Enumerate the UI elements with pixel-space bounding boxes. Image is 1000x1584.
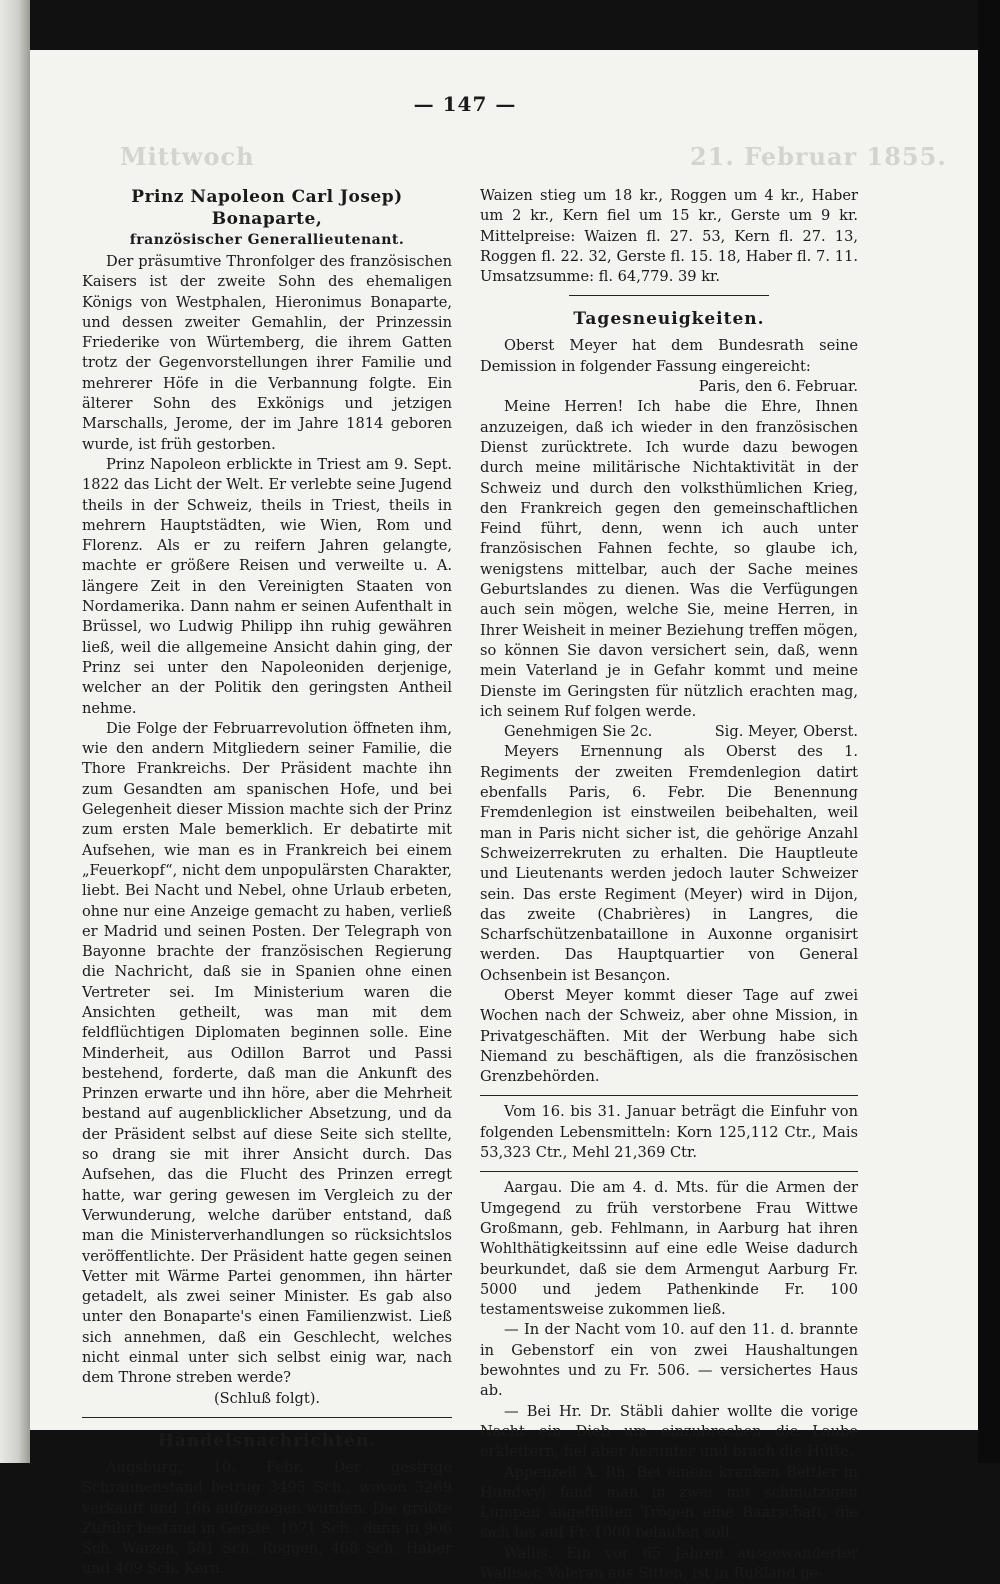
section-divider — [480, 1171, 858, 1172]
page-number: — 147 — — [413, 92, 517, 116]
section-divider — [82, 1417, 452, 1418]
article-paragraph: Der präsumtive Thronfolger des französischen Kaisers ist der zweite Sohn des ehemaligen Königs von Westphalen, Hieronimus Bonaparte, und dessen zweiter Gemahlin, der Prinzessin Friederike von Würtemberg, die ihrem Gatten trotz der Gegenvorstellungen ihrer Familie und mehrerer Höfe in die Verbannung folgte. Ein älterer Sohn des Exkönigs und jetzigen Marschalls, Jerome, der im Jahre 1814 geboren wurde, ist früh gestorben. — [82, 253, 452, 453]
scan-border — [978, 0, 1000, 1463]
left-column — [82, 186, 452, 1580]
section-divider — [569, 295, 769, 296]
canton-paragraph: Appenzell A. Rh. Bei einem kranken Bettler in Hundwyl fand man in zwei mit schmutzigen Lumpen angefüllten Trögen eine Baarschaft, die sich bis auf Fr. 1000 belaufen soll. — [480, 1463, 858, 1542]
ghost-header-right: 21. Februar 1855. — [690, 142, 947, 171]
right-column — [480, 186, 858, 1584]
letter-dateline: Paris, den 6. Februar. — [698, 378, 858, 396]
letter-body: Meine Herren! Ich habe die Ehre, Ihnen anzuzeigen, daß ich wieder in den französischen Dienst zurücktrete. Ich wurde dazu bewogen durch meine militärische Nichtaktivität in der Schweiz und durch den volksthümlichen Krieg, den Frankreich gegen den gemeinschaftlichen Feind führt, denn, wenn ich auch unter französischen Fahnen fechte, so glaube ich, wenigstens mittelbar, auch der Sache meines Geburtslandes zu dienen. Was die Verfügungen auch sein mögen, welche Sie, meine Herren, in Ihrer Weisheit in meiner Beziehung treffen mögen, so können Sie davon versichert sein, daß, wenn mein Vaterland je in Gefahr kommt und meine Dienste im Geringsten für nützlich erachten mag, ich seinem Ruf folgen werde. — [480, 398, 858, 720]
ghost-header-left: Mittwoch — [120, 142, 255, 171]
signoff-signature: Sig. Meyer, Oberst. — [714, 723, 858, 741]
canton-paragraph: — Bei Hr. Dr. Stäbli dahier wollte die vorige Nacht ein Dieb um einzubrechen die Laube erklettern, fiel aber herunter und brach die Hüfte. — [480, 1402, 858, 1461]
news-paragraph: Meyers Ernennung als Oberst des 1. Regiments der zweiten Fremdenlegion datirt ebenfalls Paris, 6. Febr. Die Benennung Fremdenlegion ist einstweilen beibehalten, weil man in Paris nicht sicher ist, die gehörige Anzahl Schweizerrekruten zu erhalten. Die Hauptleute und Lieutenants werden jedoch lauter Schweizer sein. Das erste Regiment (Meyer) wird in Dijon, das zweite (Chabrières) in Langres, die Scharfschützenbataillone in Auxonne organisirt werden. Das Hauptquartier von General Ochsenbein ist Besançon. — [480, 743, 858, 984]
trade-paragraph: Augsburg, 10. Febr. Der gestrige Schrannenstand betrug 3495 Sch., wovon 3269 verkauft und 166 aufgezogen wurden. Die größte Zufuhr bestand in Gerste, 1071 Sch., dann in 906 Sch. Waizen, 581 Sch. Roggen, 468 Sch. Haber und 409 Sch. Kern. — [82, 1458, 452, 1578]
section-divider — [480, 1095, 858, 1096]
canton-paragraph: — In der Nacht vom 10. auf den 11. d. brannte in Gebenstorf ein von zwei Haushaltungen bewohntes und zu Fr. 506. — versichertes Haus ab. — [480, 1321, 858, 1400]
article-title: Prinz Napoleon Carl Josep) Bonaparte, — [131, 187, 403, 229]
book-gutter — [0, 0, 30, 1463]
article-paragraph: Die Folge der Februarrevolution öffneten ihm, wie den andern Mitgliedern seiner Familie, die Thore Frankreichs. Der Präsident machte ihn zum Gesandten am spanischen Hofe, und bei Gelegenheit dieser Mission machte sich der Prinz zum ersten Male bemerklich. Er debatirte mit Aufsehen, wie man es in Frankreich bei einem „Feuerkopf“, nicht dem unpopulärsten Charakter, liebt. Bei Nacht und Nebel, ohne Urlaub erbeten, ohne nur eine Anzeige gemacht zu haben, verließ er Madrid und seinen Posten. Der Telegraph von Bayonne brachte der französischen Regierung die Nachricht, daß sie in Spanien ohne einen Vertreter sei. Im Ministerium waren die Ansichten getheilt, was man mit dem feldflüchtigen Diplomaten beginnen solle. Eine Minderheit, aus Odillon Barrot und Passi bestehend, forderte, daß man die Ankunft des Prinzen erwarte und ihn höre, aber die Mehrheit bestand auf augenblicklicher Absetzung, und da der Präsident selbst auf diese Seite sich stellte, so drang sie mit ihrer Ansicht durch. Das Aufsehen, das die Flucht des Prinzen erregt hatte, war gering gewesen im Vergleich zu der Verwunderung, welche darüber entstand, daß man die Ministerverhandlungen so rücksichtslos veröffentlichte. Der Präsident hatte gegen seinen Vetter mit Wärme Partei genommen, ihn härter getadelt, als zwei seiner Minister. Es gab also unter den Bonaparte's einen Familienzwist. Ließ sich annehmen, daß ein Geschlecht, welches nicht einmal unter sich selbst einig war, nach dem Throne streben werde? — [82, 719, 452, 1387]
canton-paragraph: Aargau. Die am 4. d. Mts. für die Armen der Umgegend zu früh verstorbene Frau Wittwe Großmann, geb. Fehlmann, in Aarburg hat ihren Wohlthätigkeitssinn auf eine edle Weise dadurch beurkundet, daß sie dem Armengut Aarburg Fr. 5000 und jedem Pathenkinde Fr. 100 testamentsweise zukommen ließ. — [480, 1179, 858, 1319]
signoff-greeting: Genehmigen Sie 2c. — [504, 723, 653, 741]
news-intro: Oberst Meyer hat dem Bundesrath seine Demission in folgender Fassung eingereicht: — [480, 337, 858, 375]
import-note: Vom 16. bis 31. Januar beträgt die Einfuhr von folgenden Lebensmitteln: Korn 125,112 Ctr., Mais 53,323 Ctr., Mehl 21,369 Ctr. — [480, 1103, 858, 1162]
continued-note: (Schluß folgt). — [213, 1389, 321, 1407]
section-title-trade: Handelsnachrichten. — [157, 1430, 377, 1451]
news-paragraph: Oberst Meyer kommt dieser Tage auf zwei Wochen nach der Schweiz, aber ohne Mission, in Privatgeschäften. Mit der Werbung habe sich Niemand zu beschäftigen, als die französischen Grenzbehörden. — [480, 986, 858, 1086]
letter-signoff — [480, 722, 858, 742]
section-title-news: Tagesneuigkeiten. — [573, 309, 765, 330]
article-subtitle: französischer Generallieutenant. — [129, 232, 405, 248]
article-paragraph: Prinz Napoleon erblickte in Triest am 9. Sept. 1822 das Licht der Welt. Er verlebte seine Jugend theils in der Schweiz, theils in Triest, theils in mehrern Hauptstädten, wie Wien, Rom und Florenz. Als er zu reifern Jahren gelangte, machte er größere Reisen und verweilte u. A. längere Zeit in den Vereinigten Staaten von Nordamerika. Dann nahm er seinen Aufenthalt in Brüssel, wo Ludwig Philipp ihn ruhig gewähren ließ, weil die allgemeine Ansicht dahin ging, der Prinz sei unter den Napoleoniden derjenige, welcher an der Politik den geringsten Antheil nehme. — [82, 455, 452, 717]
canton-paragraph: Wallis. Ein vor 65 Jahren ausgewanderter Walliser, Valeran aus Sitten, ist in Rußland ge- — [480, 1544, 858, 1582]
trade-continued: Waizen stieg um 18 kr., Roggen um 4 kr., Haber um 2 kr., Kern fiel um 15 kr., Gerste um 9 kr. Mittelpreise: Waizen fl. 27. 53, Kern fl. 27. 13, Roggen fl. 22. 32, Gerste fl. 15. 18, Haber fl. 7. 11. Umsatzsumme: fl. 64,779. 39 kr. — [480, 187, 858, 286]
